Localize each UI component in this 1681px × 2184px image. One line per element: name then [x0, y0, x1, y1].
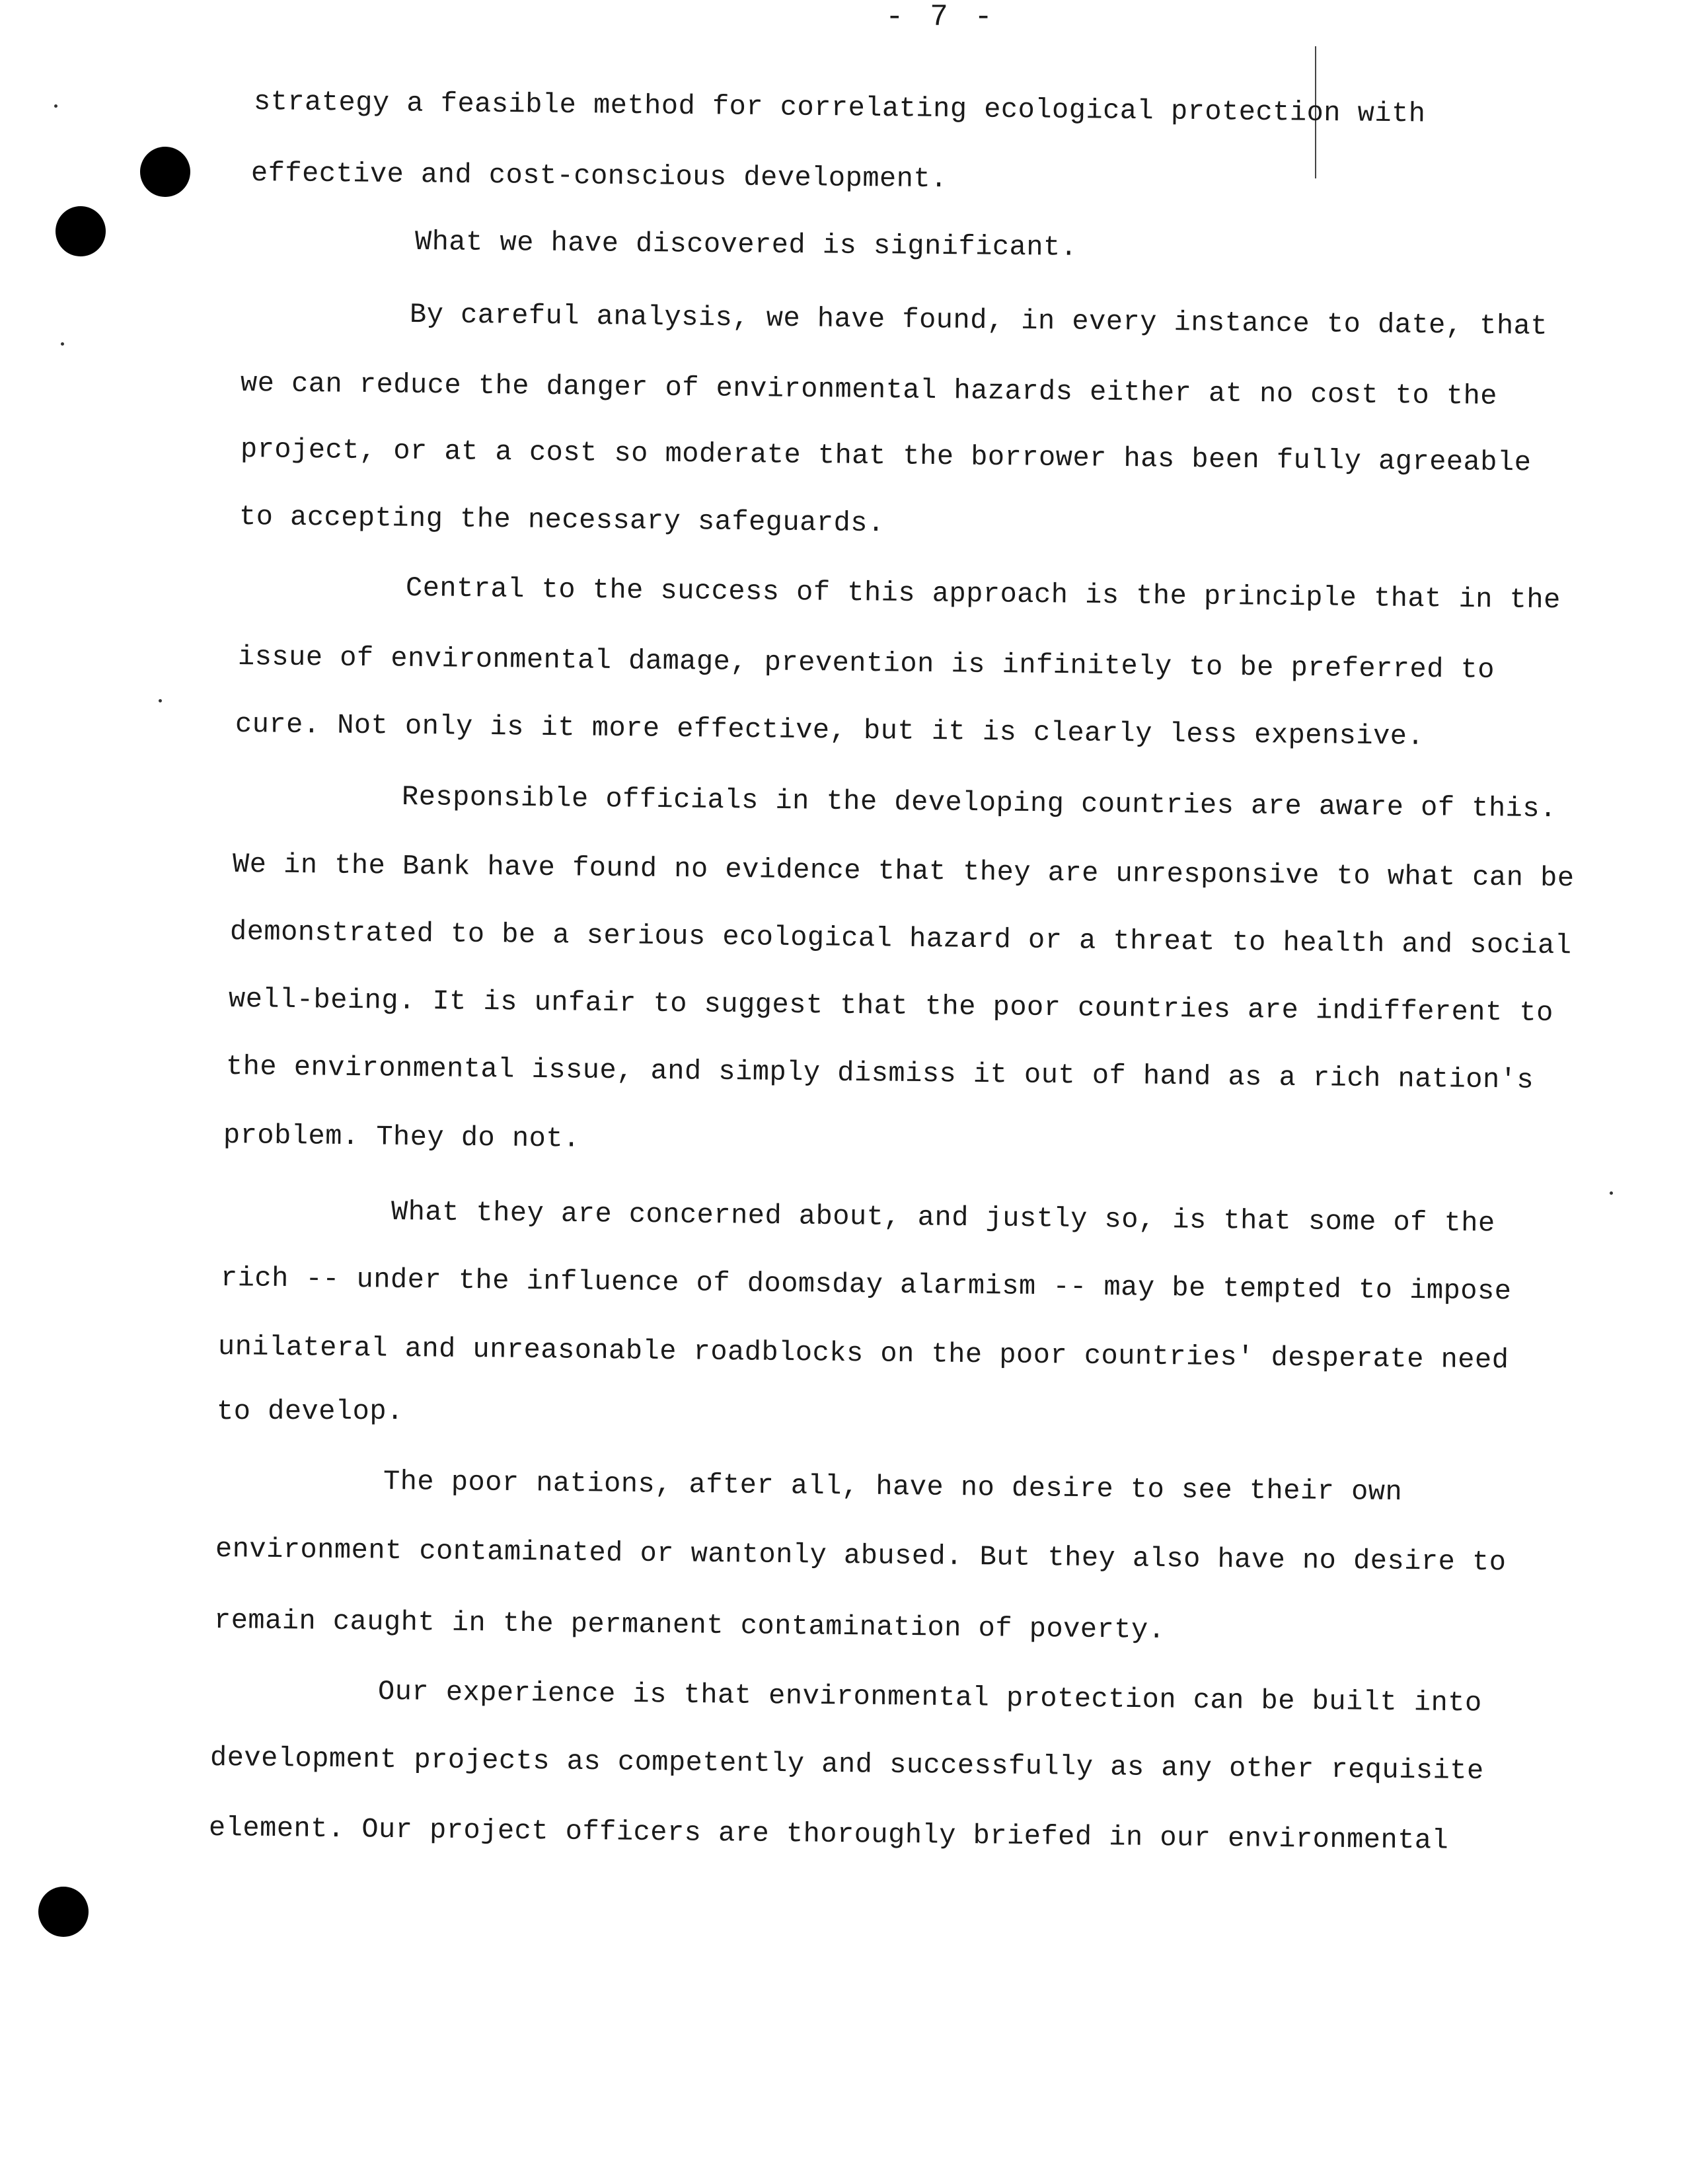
speck — [61, 342, 64, 346]
text-line: Responsible officials in the developing countries are aware of this. — [401, 781, 1557, 825]
text-line: What they are concerned about, and justly so, is that some of the — [391, 1196, 1495, 1240]
text-line: problem. They do not. — [223, 1119, 581, 1155]
speck — [1610, 1191, 1613, 1195]
text-line: environment contaminated or wantonly abused. But they also have no desire to — [215, 1533, 1507, 1579]
text-line: we can reduce the danger of environmental hazards either at no cost to the — [240, 367, 1498, 412]
speck — [54, 104, 57, 108]
text-line: By careful analysis, we have found, in every instance to date, that — [409, 299, 1548, 343]
page-number: - 7 - — [885, 0, 997, 34]
punch-hole — [140, 147, 190, 197]
speck — [159, 699, 162, 702]
text-line: We in the Bank have found no evidence that they are unresponsive to what can be — [232, 848, 1575, 895]
text-line: strategy a feasible method for correlating ecological protection with — [253, 86, 1426, 130]
text-line: The poor nations, after all, have no desire to see their own — [383, 1466, 1403, 1509]
text-line: Central to the success of this approach is the principle that in the — [405, 572, 1561, 617]
text-line: demonstrated to be a serious ecological hazard or a threat to health and social — [229, 916, 1572, 962]
text-line: issue of environmental damage, prevention is infinitely to be preferred to — [237, 641, 1495, 686]
text-line: unilateral and unreasonable roadblocks on the poor countries' desperate need — [217, 1331, 1509, 1376]
text-line: well-being. It is unfair to suggest that the poor countries are indifferent to — [228, 983, 1554, 1029]
text-line: Our experience is that environmental protection can be built into — [377, 1676, 1482, 1719]
text-line: cure. Not only is it more effective, but it is clearly less expensive. — [235, 708, 1425, 753]
punch-hole — [38, 1887, 89, 1937]
text-line: to accepting the necessary safeguards. — [239, 501, 885, 540]
text-line: element. Our project officers are thoroughly briefed in our environmental — [208, 1812, 1449, 1857]
text-line: remain caught in the permanent contamination of poverty. — [213, 1604, 1166, 1647]
text-line: rich -- under the influence of doomsday alarmism -- may be tempted to impose — [220, 1262, 1512, 1308]
text-line: to develop. — [217, 1396, 404, 1427]
text-line: project, or at a cost so moderate that the borrower has been fully agreeable — [240, 433, 1532, 479]
text-line: the environmental issue, and simply dismiss it out of hand as a rich nation's — [225, 1051, 1534, 1096]
text-line: effective and cost-conscious development. — [250, 157, 948, 196]
text-line: What we have discovered is significant. — [414, 226, 1078, 264]
punch-hole — [56, 206, 106, 256]
text-line: development projects as competently and successfully as any other requisite — [209, 1742, 1484, 1788]
